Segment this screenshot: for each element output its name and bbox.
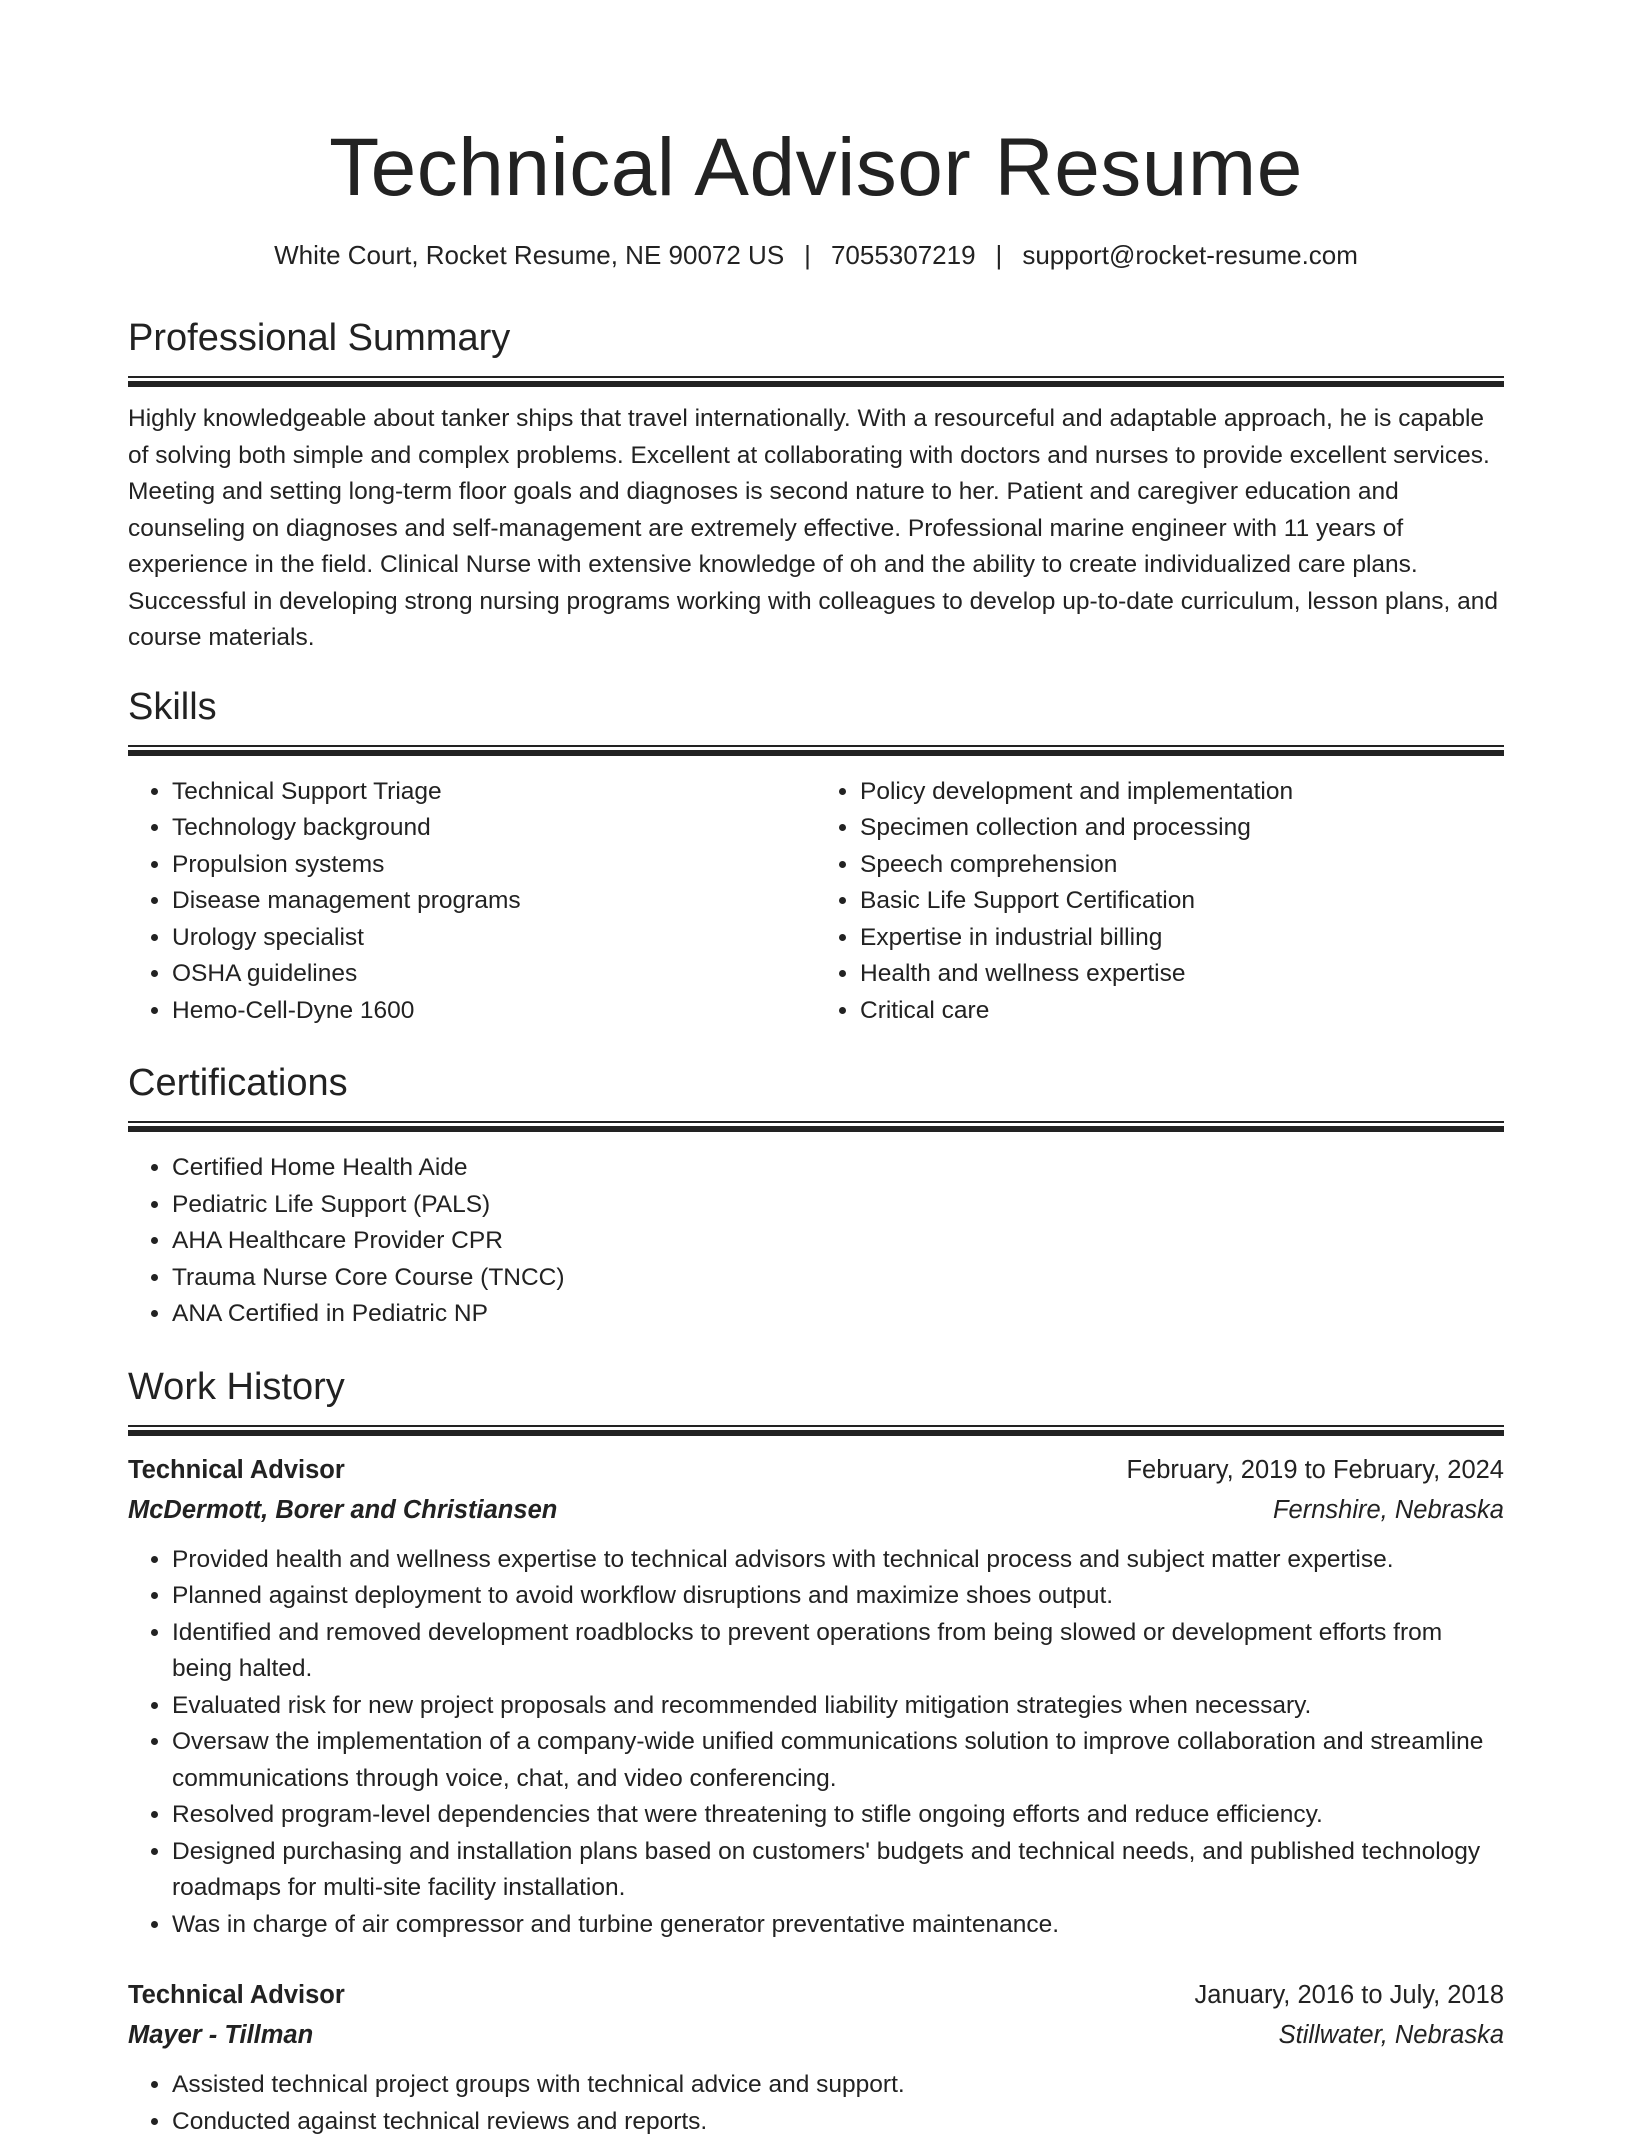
job-dates: January, 2016 to July, 2018 bbox=[1194, 1975, 1504, 2015]
skill-item: • Speech comprehension bbox=[860, 847, 1504, 884]
job-bullet: • Identified and removed development roadblocks to prevent operations from being slowed or development efforts from being halted. bbox=[172, 1615, 1504, 1688]
contact-separator: | bbox=[996, 240, 1003, 270]
job-bullets bbox=[128, 2067, 1504, 2140]
job-bullet: • Oversaw the implementation of a company-wide unified communications solution to improve collaboration and streamline communications through voice, chat, and video conferencing. bbox=[172, 1724, 1504, 1797]
job-bullet: • Assisted technical project groups with technical advice and support. bbox=[172, 2067, 1504, 2104]
skill-item: • Propulsion systems bbox=[172, 847, 816, 884]
job-entry bbox=[128, 1975, 1504, 2140]
job-company-row bbox=[128, 2015, 1504, 2055]
certifications-list bbox=[128, 1150, 1504, 1333]
skill-item: • Health and wellness expertise bbox=[860, 956, 1504, 993]
job-entry bbox=[128, 1450, 1504, 1944]
skill-item: • Hemo-Cell-Dyne 1600 bbox=[172, 993, 816, 1030]
job-header-row bbox=[128, 1450, 1504, 1490]
certification-item: • ANA Certified in Pediatric NP bbox=[172, 1296, 1504, 1333]
contact-email: support@rocket-resume.com bbox=[1022, 240, 1358, 270]
job-location: Stillwater, Nebraska bbox=[1279, 2015, 1504, 2055]
certification-item: • Pediatric Life Support (PALS) bbox=[172, 1187, 1504, 1224]
skill-item: • Expertise in industrial billing bbox=[860, 920, 1504, 957]
resume-page bbox=[128, 0, 1504, 2140]
skills-columns bbox=[128, 774, 1504, 1030]
job-location: Fernshire, Nebraska bbox=[1273, 1490, 1504, 1530]
job-header-row bbox=[128, 1975, 1504, 2015]
skills-column-left bbox=[128, 774, 816, 1030]
work-history-heading: Work History bbox=[128, 1363, 1504, 1411]
summary-heading: Professional Summary bbox=[128, 314, 1504, 362]
skills-heading: Skills bbox=[128, 683, 1504, 731]
job-bullets bbox=[128, 1542, 1504, 1944]
job-company: McDermott, Borer and Christiansen bbox=[128, 1490, 557, 1530]
job-bullet: • Provided health and wellness expertise to technical advisors with technical process and subject matter expertise. bbox=[172, 1542, 1504, 1579]
section-divider bbox=[128, 1121, 1504, 1132]
job-dates: February, 2019 to February, 2024 bbox=[1126, 1450, 1504, 1490]
section-divider bbox=[128, 1425, 1504, 1436]
job-company-row bbox=[128, 1490, 1504, 1530]
skill-item: • Policy development and implementation bbox=[860, 774, 1504, 811]
resume-title: Technical Advisor Resume bbox=[128, 0, 1504, 218]
job-company: Mayer - Tillman bbox=[128, 2015, 313, 2055]
skill-item: • Disease management programs bbox=[172, 883, 816, 920]
job-title: Technical Advisor bbox=[128, 1975, 345, 2015]
job-bullet: • Was in charge of air compressor and turbine generator preventative maintenance. bbox=[172, 1907, 1504, 1944]
skill-item: • Critical care bbox=[860, 993, 1504, 1030]
skill-item: • Specimen collection and processing bbox=[860, 810, 1504, 847]
job-title: Technical Advisor bbox=[128, 1450, 345, 1490]
skills-section bbox=[128, 683, 1504, 1030]
certification-item: • Certified Home Health Aide bbox=[172, 1150, 1504, 1187]
summary-text: Highly knowledgeable about tanker ships that travel internationally. With a resourceful and adaptable approach, he is capable of solving both simple and complex problems. Excellent at collaborating with doctors and nurses to provide excellent services. Meeting and setting long-term floor goals and diagnoses is second nature to her. Patient and caregiver education and counseling on diagnoses and self-management are extremely effective. Professional marine engineer with 11 years of experience in the field. Clinical Nurse with extensive knowledge of oh and the ability to create individualized care plans. Successful in developing strong nursing programs working with colleagues to develop up-to-date curriculum, lesson plans, and course materials. bbox=[128, 401, 1504, 657]
certifications-heading: Certifications bbox=[128, 1059, 1504, 1107]
contact-address: White Court, Rocket Resume, NE 90072 US bbox=[274, 240, 784, 270]
skill-item: • Technology background bbox=[172, 810, 816, 847]
skill-item: • Urology specialist bbox=[172, 920, 816, 957]
skill-item: • Technical Support Triage bbox=[172, 774, 816, 811]
work-history-section bbox=[128, 1363, 1504, 2140]
section-divider bbox=[128, 376, 1504, 387]
certification-item: • Trauma Nurse Core Course (TNCC) bbox=[172, 1260, 1504, 1297]
skills-column-right bbox=[816, 774, 1504, 1030]
summary-section bbox=[128, 314, 1504, 657]
contact-phone: 7055307219 bbox=[831, 240, 976, 270]
section-divider bbox=[128, 745, 1504, 756]
job-bullet: • Conducted against technical reviews and reports. bbox=[172, 2104, 1504, 2140]
certifications-section bbox=[128, 1059, 1504, 1333]
job-bullet: • Resolved program-level dependencies that were threatening to stifle ongoing efforts and reduce efficiency. bbox=[172, 1797, 1504, 1834]
certification-item: • AHA Healthcare Provider CPR bbox=[172, 1223, 1504, 1260]
job-bullet: • Designed purchasing and installation plans based on customers' budgets and technical needs, and published technology roadmaps for multi-site facility installation. bbox=[172, 1834, 1504, 1907]
skill-item: • Basic Life Support Certification bbox=[860, 883, 1504, 920]
job-bullet: • Planned against deployment to avoid workflow disruptions and maximize shoes output. bbox=[172, 1578, 1504, 1615]
contact-line bbox=[128, 238, 1504, 272]
skill-item: • OSHA guidelines bbox=[172, 956, 816, 993]
job-bullet: • Evaluated risk for new project proposals and recommended liability mitigation strategies when necessary. bbox=[172, 1688, 1504, 1725]
contact-separator: | bbox=[804, 240, 811, 270]
